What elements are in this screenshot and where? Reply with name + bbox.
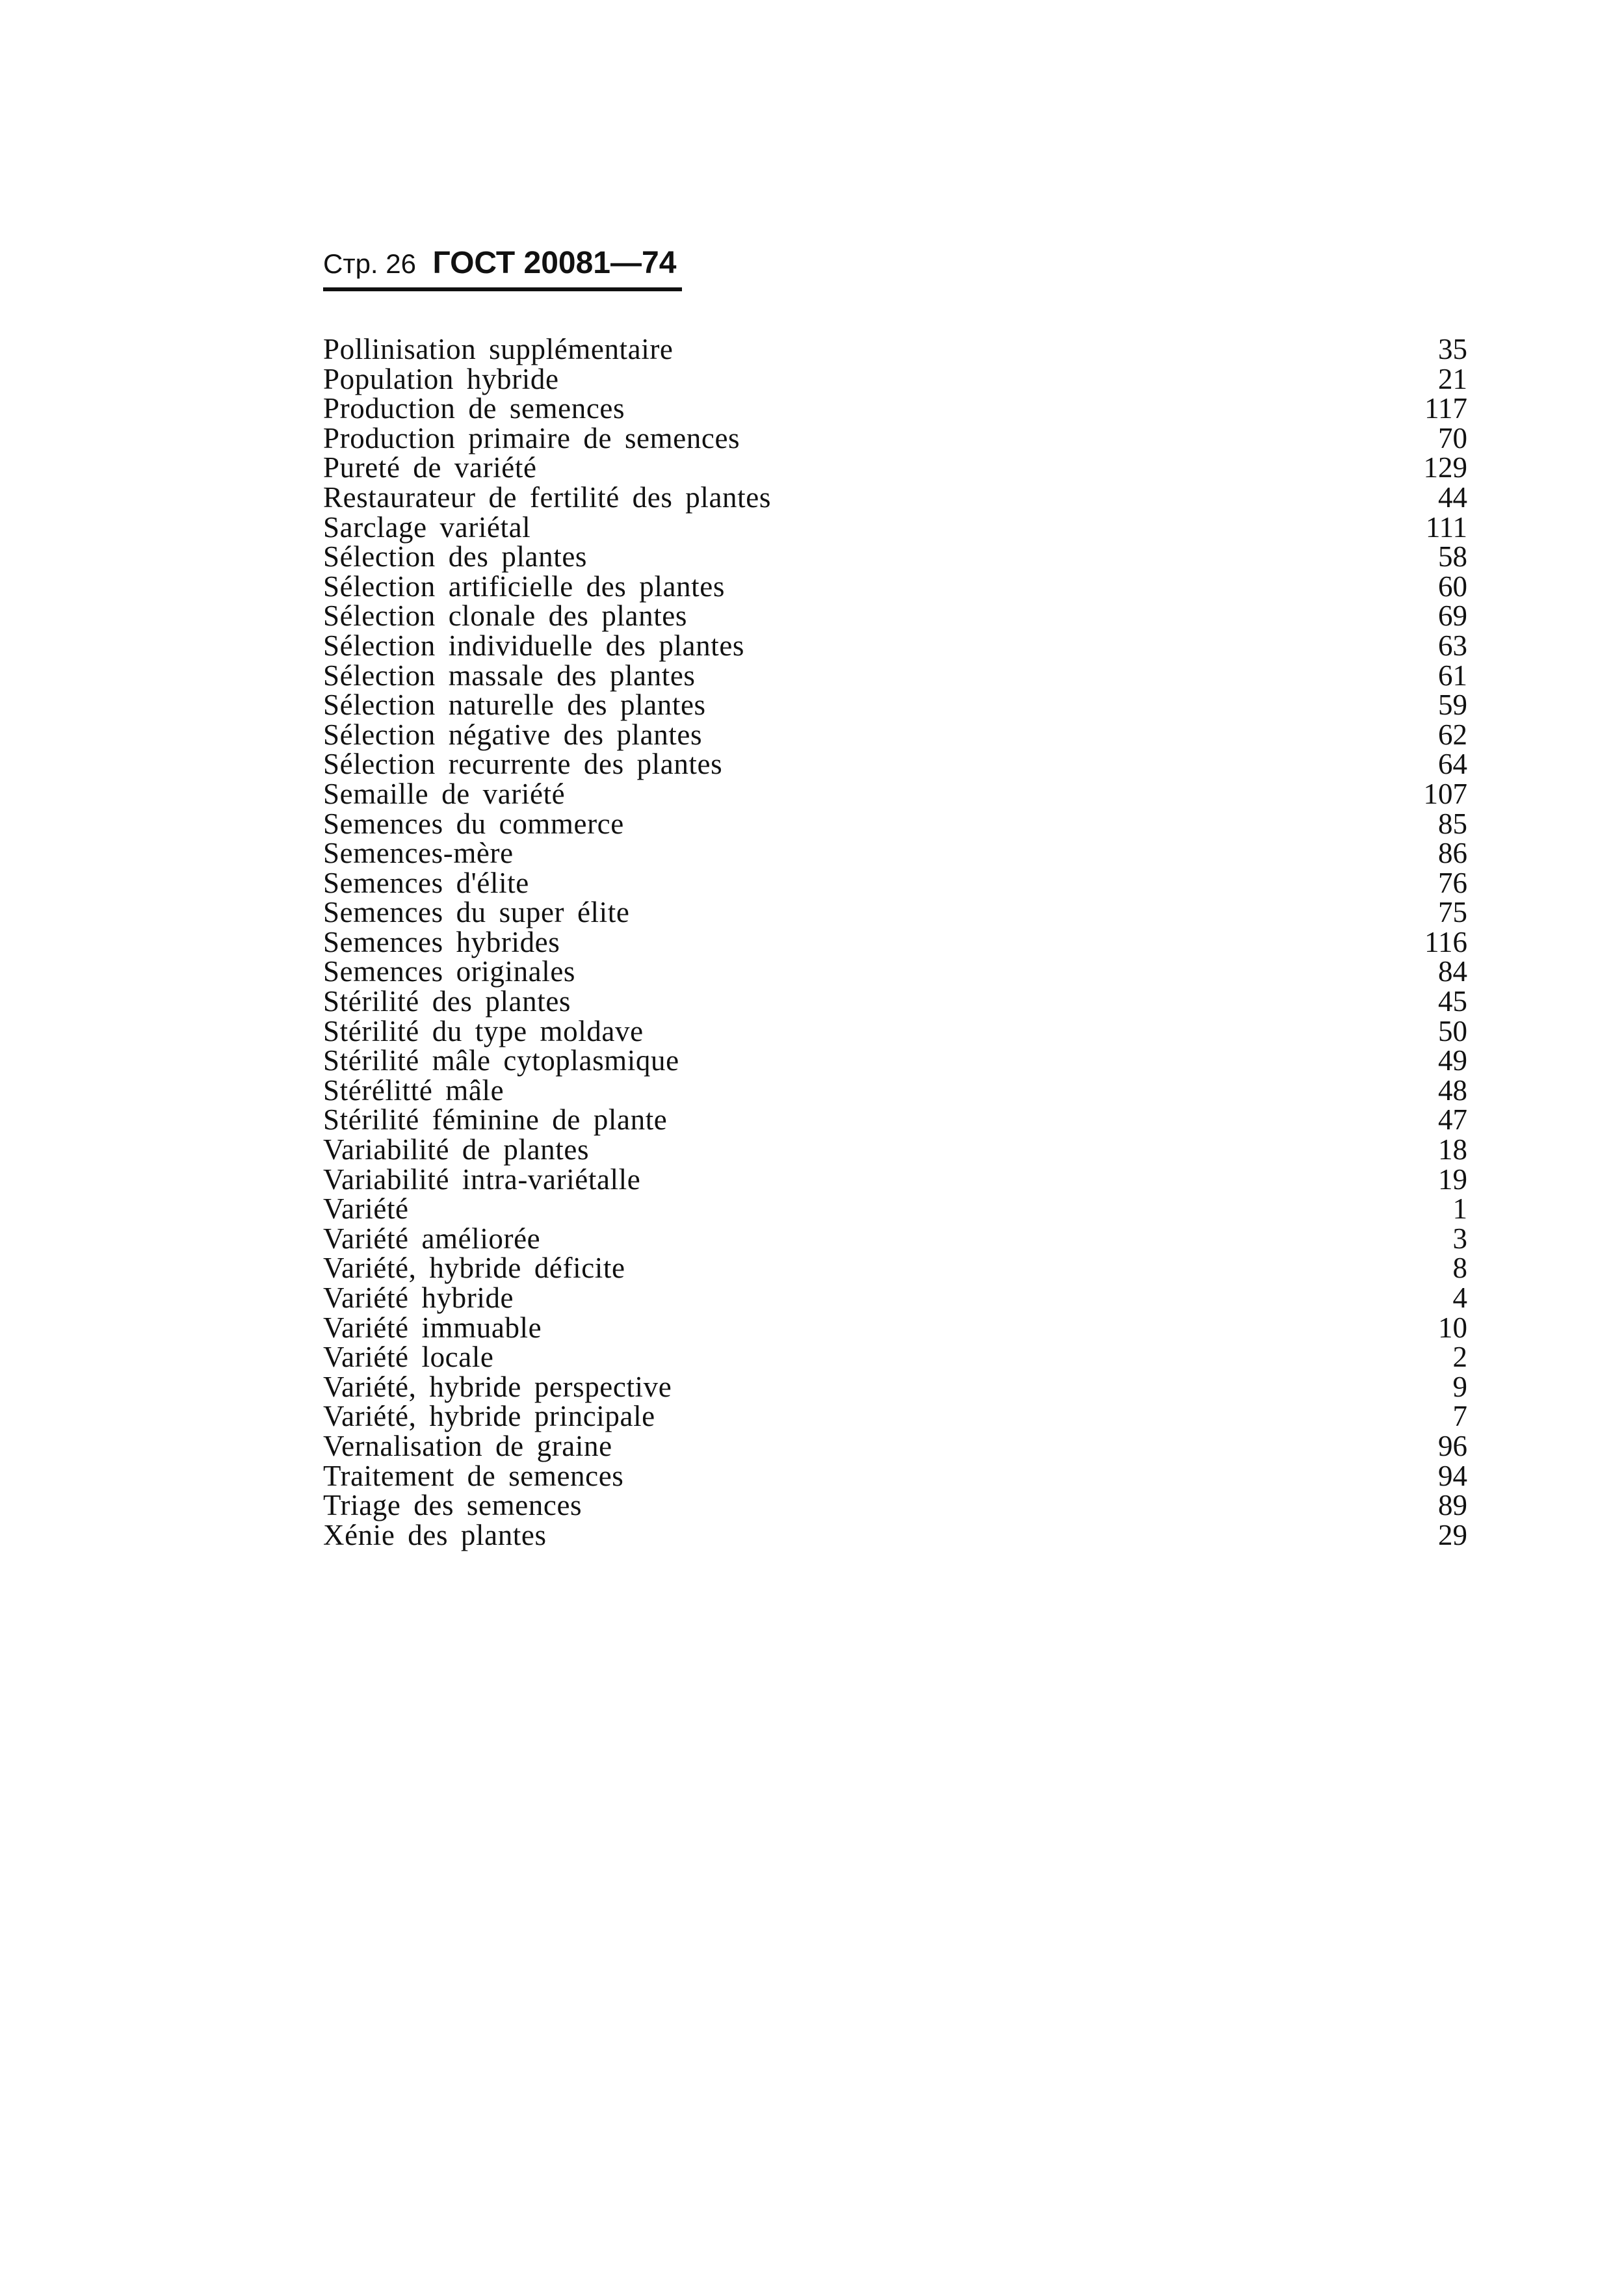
index-entry: [323, 720, 1467, 750]
entry-term: Variété: [323, 1192, 409, 1226]
index-entry: [323, 1402, 1467, 1432]
entry-number: 47: [1438, 1103, 1467, 1137]
entry-term: Semences du super élite: [323, 896, 630, 929]
index-entry: [323, 542, 1467, 572]
index-entry: [323, 1073, 1467, 1107]
index-entry: [323, 421, 1467, 454]
standard-designation: ГОСТ 20081—74: [432, 246, 677, 280]
entry-term: Variabilité intra-variétalle: [323, 1163, 641, 1196]
entry-number: 129: [1423, 451, 1467, 484]
entry-number: 63: [1438, 629, 1467, 662]
entry-term: Variété locale: [323, 1341, 494, 1374]
entry-term: Sélection naturelle des plantes: [323, 689, 706, 722]
entry-number: 3: [1452, 1222, 1467, 1255]
entry-number: 21: [1438, 362, 1467, 395]
index-entry: [323, 1254, 1467, 1283]
entry-number: 111: [1425, 510, 1467, 544]
entry-term: Semaille de variété: [323, 777, 566, 810]
entry-term: Variété, hybride déficite: [323, 1252, 625, 1285]
entry-term: Stérilité du type moldave: [323, 1014, 644, 1047]
entry-number: 49: [1438, 1044, 1467, 1077]
entry-term: Xénie des plantes: [323, 1518, 547, 1551]
entry-number: 89: [1438, 1489, 1467, 1522]
index-entry: [323, 1014, 1467, 1047]
index-entry: [323, 987, 1467, 1017]
entry-term: Production de semences: [323, 392, 625, 425]
index-entry: [323, 777, 1467, 810]
entry-term: Stérilité féminine de plante: [323, 1103, 668, 1137]
entry-number: 50: [1438, 1014, 1467, 1047]
running-head: [323, 242, 676, 285]
header-rule: [323, 287, 682, 291]
index-entry: [323, 839, 1467, 869]
entry-number: 86: [1438, 837, 1467, 870]
entry-number: 107: [1423, 777, 1467, 810]
entry-term: Sélection clonale des plantes: [323, 599, 687, 633]
entry-term: Sélection recurrente des plantes: [323, 748, 723, 781]
index-entry: [323, 1429, 1467, 1462]
entry-term: Variabilité de plantes: [323, 1133, 590, 1166]
entry-term: Sélection individuelle des plantes: [323, 629, 745, 662]
entry-number: 75: [1438, 896, 1467, 929]
index-entry: [323, 572, 1467, 602]
entry-term: Semences du commerce: [323, 807, 624, 840]
index-entry: [323, 1046, 1467, 1076]
index-entry: [323, 1343, 1467, 1373]
entry-number: 9: [1452, 1370, 1467, 1403]
entry-term: Population hybride: [323, 362, 559, 395]
entry-term: Restaurateur de fertilité des plantes: [323, 480, 771, 514]
entry-number: 8: [1452, 1252, 1467, 1285]
entry-term: Pollinisation supplémentaire: [323, 333, 674, 365]
entry-term: Sélection artificielle des plantes: [323, 570, 725, 603]
entry-term: Triage des semences: [323, 1489, 583, 1522]
index-entry: [323, 362, 1467, 395]
index-entry: [323, 510, 1467, 544]
entry-term: Variété hybride: [323, 1282, 514, 1314]
index-entry: [323, 1283, 1467, 1313]
index-entry: [323, 661, 1467, 691]
entry-term: Stérilité mâle cytoplasmique: [323, 1044, 679, 1077]
index-entry: [323, 1370, 1467, 1403]
entry-number: 29: [1438, 1518, 1467, 1551]
entry-number: 94: [1438, 1459, 1467, 1492]
entry-number: 64: [1438, 748, 1467, 781]
index-entry: [323, 1105, 1467, 1135]
entry-term: Traitement de semences: [323, 1459, 624, 1492]
index-entry: [323, 898, 1467, 928]
entry-number: 117: [1424, 392, 1467, 425]
entry-term: Semences originales: [323, 955, 576, 988]
entry-number: 1: [1452, 1192, 1467, 1226]
index-entry: [323, 750, 1467, 780]
entry-term: Variété améliorée: [323, 1222, 541, 1255]
index-entry: [323, 631, 1467, 661]
entry-number: 58: [1438, 540, 1467, 573]
entry-number: 4: [1452, 1282, 1467, 1314]
entry-term: Semences d'élite: [323, 866, 529, 899]
index-entry: [323, 394, 1467, 424]
entry-number: 59: [1438, 689, 1467, 722]
entry-number: 19: [1438, 1163, 1467, 1196]
index-entry: [323, 1518, 1467, 1551]
entry-number: 116: [1424, 925, 1467, 958]
entry-term: Semences-mère: [323, 837, 514, 870]
index-entry: [323, 866, 1467, 899]
entry-number: 18: [1438, 1133, 1467, 1166]
entry-term: Sélection massale des plantes: [323, 659, 696, 692]
entry-number: 35: [1438, 333, 1467, 365]
term-index-list: [323, 335, 1467, 1550]
entry-number: 84: [1438, 955, 1467, 988]
entry-number: 45: [1438, 985, 1467, 1018]
page-number-label: Стр. 26: [323, 248, 416, 279]
entry-number: 44: [1438, 480, 1467, 514]
index-entry: [323, 809, 1467, 839]
index-entry: [323, 1459, 1467, 1492]
entry-number: 60: [1438, 570, 1467, 603]
entry-number: 10: [1438, 1311, 1467, 1344]
entry-term: Semences hybrides: [323, 925, 560, 958]
entry-number: 2: [1452, 1341, 1467, 1374]
entry-number: 61: [1438, 659, 1467, 692]
entry-term: Sélection négative des plantes: [323, 718, 703, 751]
index-entry: [323, 1313, 1467, 1343]
entry-term: Sarclage variétal: [323, 510, 531, 544]
entry-term: Stérilité des plantes: [323, 985, 571, 1018]
entry-term: Variété immuable: [323, 1311, 542, 1344]
entry-term: Vernalisation de graine: [323, 1429, 612, 1462]
entry-number: 7: [1452, 1400, 1467, 1433]
entry-number: 96: [1438, 1429, 1467, 1462]
entry-term: Sélection des plantes: [323, 540, 588, 573]
entry-term: Production primaire de semences: [323, 421, 740, 454]
index-entry: [323, 925, 1467, 958]
index-entry: [323, 1165, 1467, 1195]
index-entry: [323, 957, 1467, 987]
entry-number: 76: [1438, 866, 1467, 899]
index-entry: [323, 480, 1467, 514]
index-entry: [323, 1491, 1467, 1521]
entry-number: 62: [1438, 718, 1467, 751]
page-header: [323, 242, 687, 294]
index-entry: [323, 1135, 1467, 1165]
index-entry: [323, 335, 1467, 365]
entry-term: Variété, hybride perspective: [323, 1370, 672, 1403]
index-entry: [323, 1224, 1467, 1254]
entry-term: Stérélitté mâle: [323, 1073, 504, 1107]
index-entry: [323, 690, 1467, 720]
entry-number: 48: [1438, 1073, 1467, 1107]
index-entry: [323, 453, 1467, 483]
entry-number: 70: [1438, 421, 1467, 454]
entry-number: 69: [1438, 599, 1467, 633]
index-entry: [323, 601, 1467, 631]
entry-term: Pureté de variété: [323, 451, 537, 484]
entry-term: Variété, hybride principale: [323, 1400, 655, 1433]
entry-number: 85: [1438, 807, 1467, 840]
index-entry: [323, 1194, 1467, 1224]
